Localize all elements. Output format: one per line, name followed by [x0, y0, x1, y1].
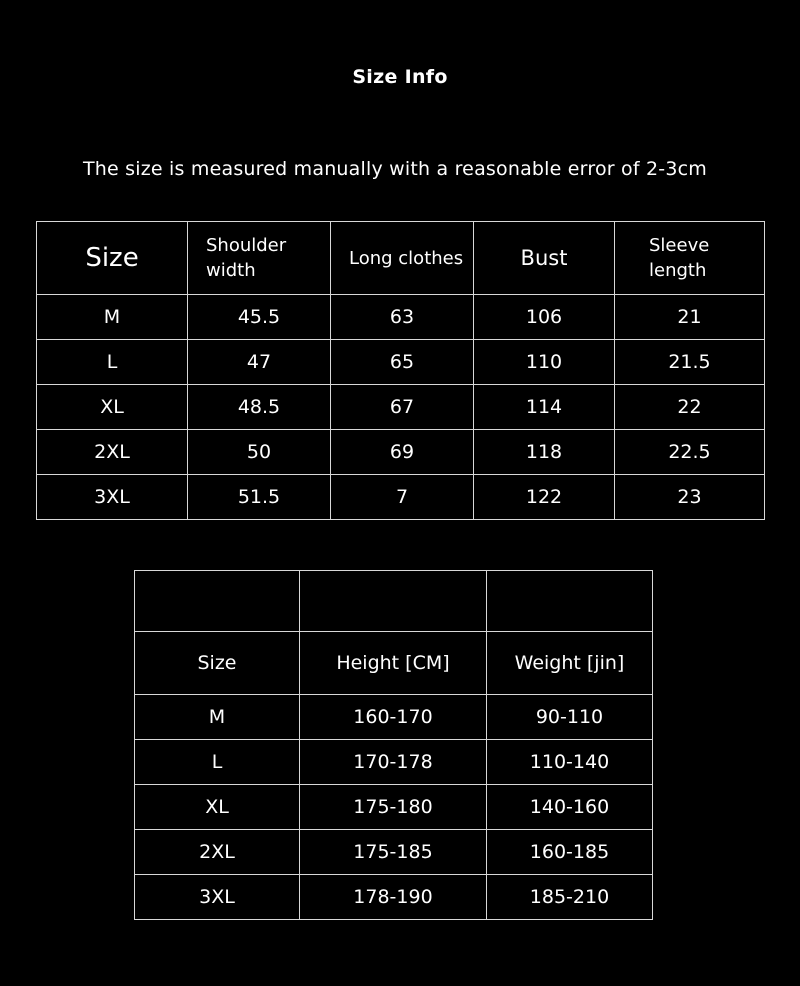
sleeve-cell: 21 [615, 295, 765, 340]
header-weight: Weight [jin] [487, 632, 653, 695]
sleeve-cell: 23 [615, 475, 765, 520]
sleeve-cell: 22 [615, 385, 765, 430]
bust-cell: 122 [474, 475, 615, 520]
sleeve-cell: 21.5 [615, 340, 765, 385]
shoulder-cell: 45.5 [188, 295, 331, 340]
height-cell: 160-170 [300, 695, 487, 740]
length-cell: 63 [331, 295, 474, 340]
length-cell: 69 [331, 430, 474, 475]
weight-cell: 140-160 [487, 785, 653, 830]
size-cell: L [37, 340, 188, 385]
height-cell: 175-185 [300, 830, 487, 875]
header-sleeve-length: Sleeve length [615, 222, 765, 295]
header-bust: Bust [474, 222, 615, 295]
height-cell: 178-190 [300, 875, 487, 920]
height-cell: 170-178 [300, 740, 487, 785]
page-title: Size Info [352, 66, 448, 88]
measurement-note: The size is measured manually with a reasonable error of 2-3cm [83, 158, 707, 180]
length-cell: 7 [331, 475, 474, 520]
table-row [37, 295, 765, 340]
blank-cell [487, 571, 653, 632]
fit-table [134, 570, 653, 920]
bust-cell: 118 [474, 430, 615, 475]
sleeve-cell: 22.5 [615, 430, 765, 475]
blank-cell [300, 571, 487, 632]
table-row [37, 430, 765, 475]
header-shoulder-width: Shoulder width [188, 222, 331, 295]
bust-cell: 106 [474, 295, 615, 340]
bust-cell: 110 [474, 340, 615, 385]
size-cell: M [37, 295, 188, 340]
weight-cell: 185-210 [487, 875, 653, 920]
table-row [37, 385, 765, 430]
size-table-header [37, 222, 765, 295]
length-cell: 67 [331, 385, 474, 430]
blank-cell [135, 571, 300, 632]
header-size: Size [37, 222, 188, 295]
size-cell: 2XL [37, 430, 188, 475]
table-row [37, 340, 765, 385]
header-height: Height [CM] [300, 632, 487, 695]
size-cell: M [135, 695, 300, 740]
table-row [135, 875, 653, 920]
bust-cell: 114 [474, 385, 615, 430]
size-cell: XL [37, 385, 188, 430]
weight-cell: 110-140 [487, 740, 653, 785]
size-cell: 3XL [135, 875, 300, 920]
size-table [36, 221, 765, 520]
size-cell: 3XL [37, 475, 188, 520]
table-row [135, 695, 653, 740]
shoulder-cell: 51.5 [188, 475, 331, 520]
size-cell: L [135, 740, 300, 785]
length-cell: 65 [331, 340, 474, 385]
size-cell: 2XL [135, 830, 300, 875]
height-cell: 175-180 [300, 785, 487, 830]
shoulder-cell: 50 [188, 430, 331, 475]
shoulder-cell: 48.5 [188, 385, 331, 430]
header-size: Size [135, 632, 300, 695]
table-row [135, 740, 653, 785]
fit-table-blank-row [135, 571, 653, 632]
weight-cell: 90-110 [487, 695, 653, 740]
table-row [135, 785, 653, 830]
header-long-clothes: Long clothes [331, 222, 474, 295]
fit-table-header [135, 632, 653, 695]
table-row [37, 475, 765, 520]
weight-cell: 160-185 [487, 830, 653, 875]
shoulder-cell: 47 [188, 340, 331, 385]
size-cell: XL [135, 785, 300, 830]
table-row [135, 830, 653, 875]
